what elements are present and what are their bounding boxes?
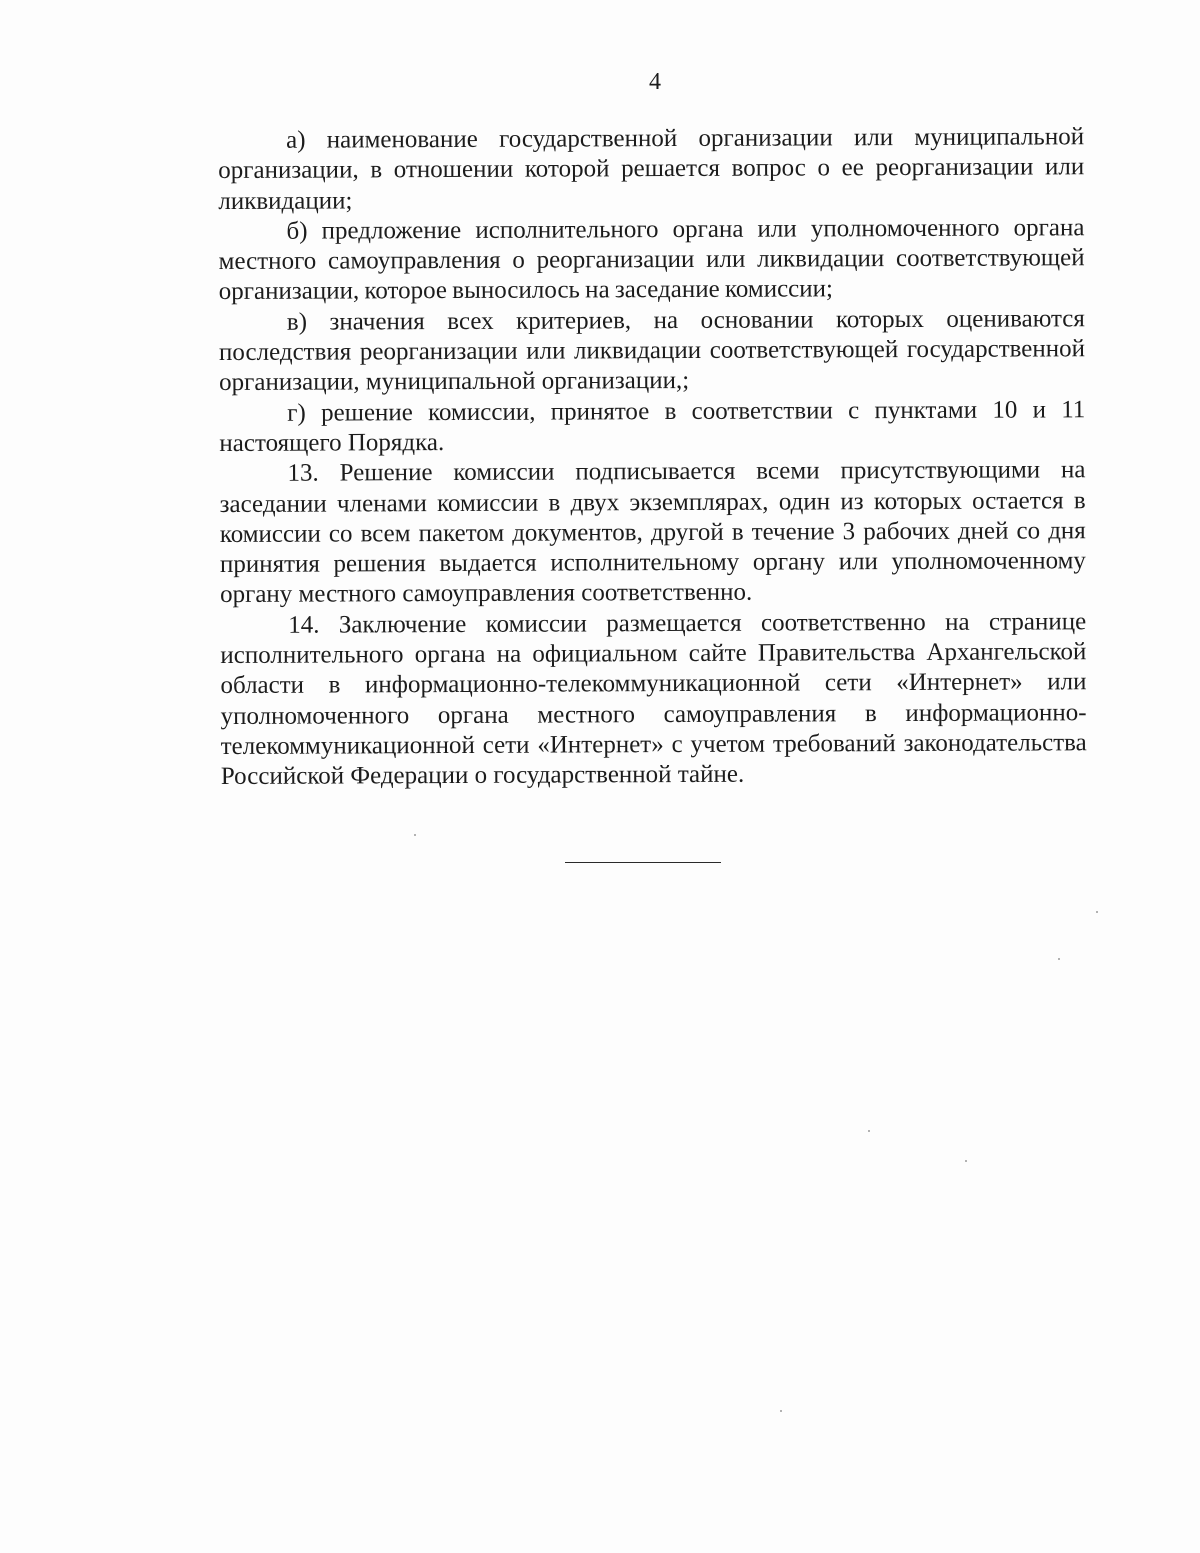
scan-speck bbox=[1058, 958, 1060, 960]
scan-speck bbox=[868, 1130, 870, 1132]
page-number: 4 bbox=[649, 69, 661, 95]
paragraph-b: б) предложение исполнительного органа или уполномоченного органа местного самоуправления о реорганизации или ликвидации соответствующей организации, которое выносилось на заседание комиссии; bbox=[218, 214, 1085, 306]
paragraph-a: а) наименование государственной организации или муниципальной организации, в отношении которой решается вопрос о ее реорганизации или ликвидации; bbox=[218, 123, 1085, 215]
scan-speck bbox=[414, 834, 416, 836]
paragraph-13: 13. Решение комиссии подписывается всеми присутствующими на заседании членами комиссии в двух экземплярах, один из которых остается в комиссии со всем пакетом документов, другой в течение 3 рабочих дней со дня принятия решения выдается исполнительному органу или уполномоченному органу местного самоуправления соответственно. bbox=[219, 456, 1086, 609]
scan-speck bbox=[780, 1410, 782, 1412]
document-body bbox=[218, 122, 1087, 792]
end-of-document-rule bbox=[565, 862, 721, 863]
paragraph-v: в) значения всех критериев, на основании которых оцениваются последствия реорганизации или ликвидации соответствующей государственной организации, муниципальной организации,; bbox=[218, 305, 1086, 397]
paragraph-14: 14. Заключение комиссии размещается соответственно на странице исполнительного органа на официальном сайте Правительства Архангельской области в информационно-телекоммуникационной сети «Интернет» или уполномоченного органа местного самоуправления в информационно-телекоммуникационной сети «Интернет» с учетом требований законодательства Российской Федерации о государственной тайне. bbox=[220, 607, 1087, 791]
scan-speck bbox=[1096, 911, 1098, 913]
paragraph-g: г) решение комиссии, принятое в соответствии с пунктами 10 и 11 настоящего Порядка. bbox=[219, 395, 1086, 457]
scan-speck bbox=[965, 1160, 967, 1162]
